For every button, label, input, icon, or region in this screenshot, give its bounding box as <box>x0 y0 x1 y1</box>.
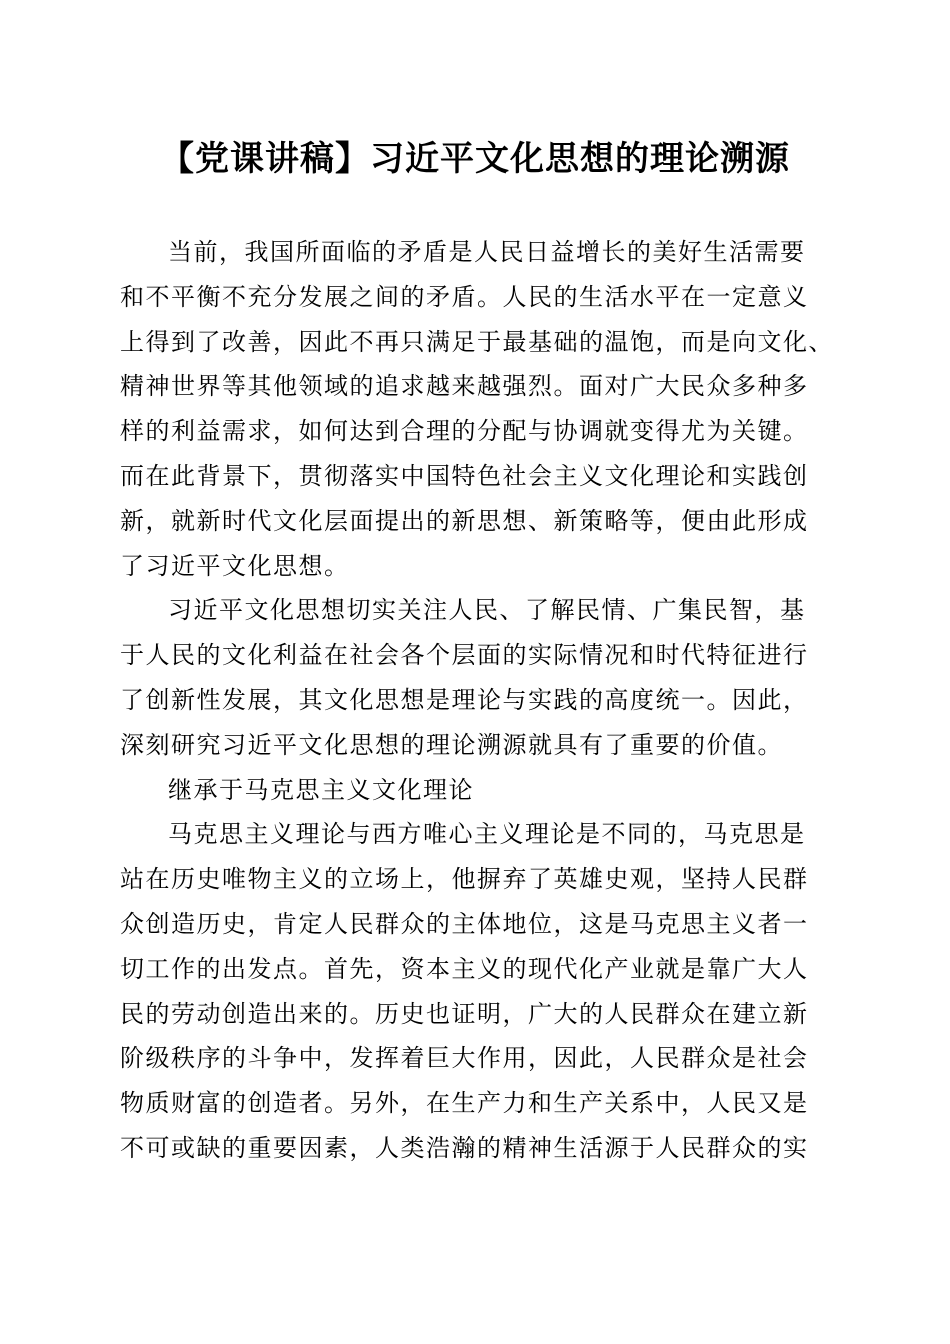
paragraph-line: 众创造历史，肯定人民群众的主体地位，这是马克思主义者一 <box>120 909 809 938</box>
paragraph-line: 和不平衡不充分发展之间的矛盾。人民的生活水平在一定意义 <box>120 282 809 311</box>
paragraph-line: 了创新性发展，其文化思想是理论与实践的高度统一。因此， <box>120 685 809 714</box>
paragraph-line: 于人民的文化利益在社会各个层面的实际情况和时代特征进行 <box>120 641 809 670</box>
paragraph-line: 精神世界等其他领域的追求越来越强烈。面对广大民众多种多 <box>120 372 809 401</box>
paragraph-line: 当前，我国所面临的矛盾是人民日益增长的美好生活需要 <box>168 238 806 266</box>
paragraph-line: 物质财富的创造者。另外，在生产力和生产关系中，人民又是 <box>120 1089 809 1118</box>
paragraph-line: 民的劳动创造出来的。历史也证明，广大的人民群众在建立新 <box>120 999 809 1028</box>
paragraph-line: 了习近平文化思想。 <box>120 551 350 580</box>
paragraph-line: 阶级秩序的斗争中，发挥着巨大作用，因此，人民群众是社会 <box>120 1044 809 1073</box>
section-heading <box>120 768 825 813</box>
paragraph-line: 站在历史唯物主义的立场上，他摒弃了英雄史观，坚持人民群 <box>120 865 809 894</box>
document-title: 【党课讲稿】习近平文化思想的理论溯源 <box>160 139 790 179</box>
paragraph-1 <box>120 230 834 588</box>
document-body <box>120 230 834 1171</box>
paragraph-line: 而在此背景下，贯彻落实中国特色社会主义文化理论和实践创 <box>120 461 809 490</box>
paragraph-3 <box>120 812 825 1170</box>
paragraph-2 <box>120 588 825 767</box>
section-heading-text: 继承于马克思主义文化理论 <box>168 775 474 804</box>
paragraph-line: 深刻研究习近平文化思想的理论溯源就具有了重要的价值。 <box>120 730 783 759</box>
paragraph-line: 新，就新时代文化层面提出的新思想、新策略等，便由此形成 <box>120 506 809 535</box>
paragraph-line: 样的利益需求，如何达到合理的分配与协调就变得尤为关键。 <box>120 417 809 446</box>
paragraph-line: 上得到了改善，因此不再只满足于最基础的温饱，而是向文化、 <box>120 327 834 356</box>
paragraph-line: 马克思主义理论与西方唯心主义理论是不同的，马克思是 <box>168 820 806 849</box>
paragraph-line: 切工作的出发点。首先，资本主义的现代化产业就是靠广大人 <box>120 954 809 983</box>
paragraph-line: 不可或缺的重要因素，人类浩瀚的精神生活源于人民群众的实 <box>120 1133 809 1162</box>
paragraph-line: 习近平文化思想切实关注人民、了解民情、广集民智，基 <box>168 596 806 625</box>
